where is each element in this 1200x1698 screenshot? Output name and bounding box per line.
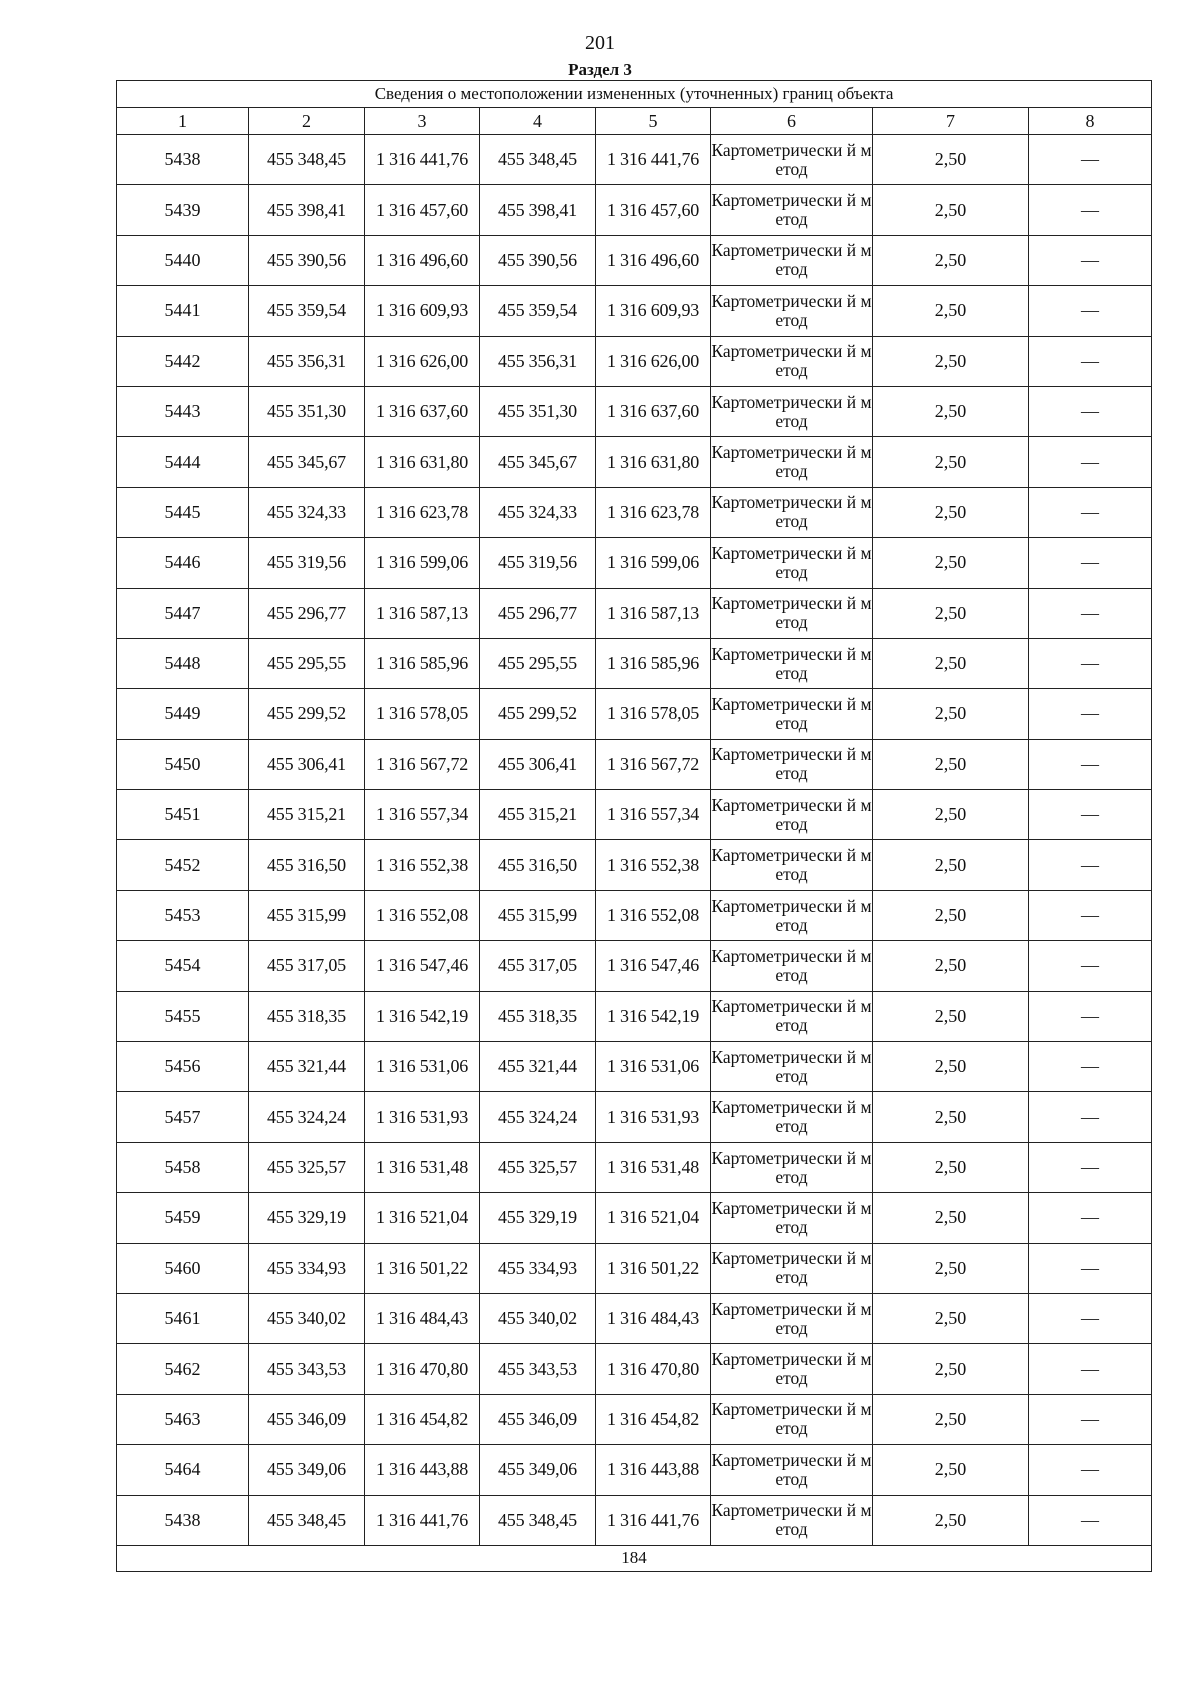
table-row (117, 1243, 1152, 1293)
table-row (117, 235, 1152, 285)
coordinate-cell: 1 316 547,46 (365, 941, 480, 991)
point-number-cell: 5459 (117, 1193, 249, 1243)
coordinate-cell: 1 316 631,80 (365, 437, 480, 487)
point-number-cell: 5463 (117, 1394, 249, 1444)
coordinate-cell: 455 317,05 (249, 941, 365, 991)
accuracy-cell: 2,50 (873, 890, 1029, 940)
coordinate-cell: 455 340,02 (480, 1293, 596, 1343)
method-cell: Картометрически й метод (711, 1042, 873, 1092)
point-number-cell: 5451 (117, 790, 249, 840)
coordinate-cell: 455 345,67 (480, 437, 596, 487)
coordinate-cell: 455 345,67 (249, 437, 365, 487)
accuracy-cell: 2,50 (873, 790, 1029, 840)
coordinate-cell: 455 315,99 (480, 890, 596, 940)
coordinate-cell: 1 316 637,60 (596, 386, 711, 436)
table-row (117, 588, 1152, 638)
coordinate-cell: 1 316 567,72 (365, 739, 480, 789)
column-header: 1 (117, 108, 249, 135)
method-cell: Картометрически й метод (711, 185, 873, 235)
coordinate-cell: 1 316 578,05 (365, 689, 480, 739)
table-row (117, 991, 1152, 1041)
description-cell: — (1029, 1445, 1152, 1495)
coordinate-cell: 455 348,45 (249, 135, 365, 185)
point-number-cell: 5438 (117, 1495, 249, 1545)
description-cell: — (1029, 991, 1152, 1041)
coordinate-cell: 455 356,31 (480, 336, 596, 386)
coordinate-cell: 1 316 531,06 (596, 1042, 711, 1092)
coordinate-cell: 1 316 585,96 (596, 638, 711, 688)
accuracy-cell: 2,50 (873, 386, 1029, 436)
accuracy-cell: 2,50 (873, 941, 1029, 991)
coordinate-cell: 1 316 578,05 (596, 689, 711, 739)
description-cell: — (1029, 1042, 1152, 1092)
coordinate-cell: 455 315,21 (249, 790, 365, 840)
coordinate-cell: 1 316 557,34 (596, 790, 711, 840)
accuracy-cell: 2,50 (873, 739, 1029, 789)
description-cell: — (1029, 638, 1152, 688)
method-cell: Картометрически й метод (711, 1495, 873, 1545)
accuracy-cell: 2,50 (873, 1445, 1029, 1495)
point-number-cell: 5457 (117, 1092, 249, 1142)
coordinate-cell: 1 316 531,93 (596, 1092, 711, 1142)
table-row (117, 1142, 1152, 1192)
coordinate-cell: 1 316 542,19 (596, 991, 711, 1041)
coordinate-cell: 1 316 623,78 (596, 487, 711, 537)
table-row (117, 638, 1152, 688)
accuracy-cell: 2,50 (873, 135, 1029, 185)
table-row (117, 336, 1152, 386)
coordinate-cell: 1 316 521,04 (596, 1193, 711, 1243)
table-row (117, 386, 1152, 436)
coordinate-cell: 455 295,55 (480, 638, 596, 688)
boundary-coordinates-table (116, 80, 1152, 1572)
point-number-cell: 5464 (117, 1445, 249, 1495)
description-cell: — (1029, 386, 1152, 436)
column-header-row (117, 108, 1152, 135)
column-header: 5 (596, 108, 711, 135)
coordinate-cell: 455 321,44 (249, 1042, 365, 1092)
point-number-cell: 5458 (117, 1142, 249, 1192)
coordinate-cell: 455 334,93 (480, 1243, 596, 1293)
coordinate-cell: 1 316 557,34 (365, 790, 480, 840)
coordinate-cell: 455 315,21 (480, 790, 596, 840)
description-cell: — (1029, 1092, 1152, 1142)
column-header: 3 (365, 108, 480, 135)
point-number-cell: 5447 (117, 588, 249, 638)
accuracy-cell: 2,50 (873, 1042, 1029, 1092)
table-row (117, 135, 1152, 185)
description-cell: — (1029, 1193, 1152, 1243)
point-number-cell: 5440 (117, 235, 249, 285)
point-number-cell: 5453 (117, 890, 249, 940)
coordinate-cell: 455 356,31 (249, 336, 365, 386)
coordinate-cell: 455 334,93 (249, 1243, 365, 1293)
coordinate-cell: 1 316 484,43 (596, 1293, 711, 1343)
description-cell: — (1029, 1293, 1152, 1343)
method-cell: Картометрически й метод (711, 689, 873, 739)
method-cell: Картометрически й метод (711, 1092, 873, 1142)
coordinate-cell: 1 316 496,60 (596, 235, 711, 285)
point-number-cell: 5450 (117, 739, 249, 789)
coordinate-cell: 455 296,77 (249, 588, 365, 638)
description-cell: — (1029, 1243, 1152, 1293)
method-cell: Картометрически й метод (711, 386, 873, 436)
accuracy-cell: 2,50 (873, 1394, 1029, 1444)
coordinate-cell: 455 329,19 (249, 1193, 365, 1243)
method-cell: Картометрически й метод (711, 840, 873, 890)
description-cell: — (1029, 135, 1152, 185)
point-number-cell: 5439 (117, 185, 249, 235)
point-number-cell: 5462 (117, 1344, 249, 1394)
coordinate-cell: 455 359,54 (249, 286, 365, 336)
method-cell: Картометрически й метод (711, 991, 873, 1041)
section-title: Раздел 3 (568, 60, 632, 79)
method-cell: Картометрически й метод (711, 235, 873, 285)
table-caption-row (117, 81, 1152, 108)
coordinate-cell: 455 325,57 (249, 1142, 365, 1192)
point-number-cell: 5448 (117, 638, 249, 688)
method-cell: Картометрически й метод (711, 890, 873, 940)
coordinate-cell: 455 346,09 (249, 1394, 365, 1444)
coordinate-cell: 1 316 552,08 (596, 890, 711, 940)
point-number-cell: 5445 (117, 487, 249, 537)
method-cell: Картометрически й метод (711, 135, 873, 185)
method-cell: Картометрически й метод (711, 588, 873, 638)
method-cell: Картометрически й метод (711, 336, 873, 386)
method-cell: Картометрически й метод (711, 1243, 873, 1293)
accuracy-cell: 2,50 (873, 437, 1029, 487)
coordinate-cell: 1 316 441,76 (365, 135, 480, 185)
method-cell: Картометрически й метод (711, 739, 873, 789)
description-cell: — (1029, 538, 1152, 588)
table-row (117, 437, 1152, 487)
accuracy-cell: 2,50 (873, 336, 1029, 386)
coordinate-cell: 455 296,77 (480, 588, 596, 638)
coordinate-cell: 455 351,30 (249, 386, 365, 436)
description-cell: — (1029, 1495, 1152, 1545)
description-cell: — (1029, 689, 1152, 739)
table-row (117, 739, 1152, 789)
coordinate-cell: 1 316 587,13 (596, 588, 711, 638)
coordinate-cell: 455 318,35 (480, 991, 596, 1041)
coordinate-cell: 1 316 441,76 (365, 1495, 480, 1545)
method-cell: Картометрически й метод (711, 487, 873, 537)
method-cell: Картометрически й метод (711, 437, 873, 487)
accuracy-cell: 2,50 (873, 286, 1029, 336)
point-number-cell: 5444 (117, 437, 249, 487)
column-header: 2 (249, 108, 365, 135)
accuracy-cell: 2,50 (873, 1344, 1029, 1394)
table-row (117, 689, 1152, 739)
description-cell: — (1029, 1142, 1152, 1192)
table-row (117, 941, 1152, 991)
table-body (117, 135, 1152, 1546)
description-cell: — (1029, 1394, 1152, 1444)
point-number-cell: 5441 (117, 286, 249, 336)
accuracy-cell: 2,50 (873, 1293, 1029, 1343)
accuracy-cell: 2,50 (873, 235, 1029, 285)
coordinate-cell: 1 316 441,76 (596, 1495, 711, 1545)
coordinate-cell: 1 316 567,72 (596, 739, 711, 789)
method-cell: Картометрически й метод (711, 941, 873, 991)
method-cell: Картометрически й метод (711, 1445, 873, 1495)
coordinate-cell: 455 348,45 (480, 135, 596, 185)
accuracy-cell: 2,50 (873, 588, 1029, 638)
coordinate-cell: 1 316 496,60 (365, 235, 480, 285)
coordinate-cell: 455 390,56 (249, 235, 365, 285)
accuracy-cell: 2,50 (873, 991, 1029, 1041)
coordinate-cell: 1 316 501,22 (596, 1243, 711, 1293)
table-row (117, 1092, 1152, 1142)
coordinate-cell: 1 316 531,48 (596, 1142, 711, 1192)
method-cell: Картометрически й метод (711, 1193, 873, 1243)
accuracy-cell: 2,50 (873, 1495, 1029, 1545)
method-cell: Картометрически й метод (711, 1293, 873, 1343)
table-row (117, 1042, 1152, 1092)
description-cell: — (1029, 336, 1152, 386)
coordinate-cell: 1 316 542,19 (365, 991, 480, 1041)
column-header: 6 (711, 108, 873, 135)
description-cell: — (1029, 1344, 1152, 1394)
coordinate-cell: 1 316 457,60 (596, 185, 711, 235)
coordinate-cell: 1 316 587,13 (365, 588, 480, 638)
description-cell: — (1029, 235, 1152, 285)
accuracy-cell: 2,50 (873, 1193, 1029, 1243)
coordinate-cell: 455 329,19 (480, 1193, 596, 1243)
point-number-cell: 5443 (117, 386, 249, 436)
method-cell: Картометрически й метод (711, 790, 873, 840)
table-row (117, 1495, 1152, 1545)
coordinate-cell: 455 324,33 (249, 487, 365, 537)
coordinate-cell: 1 316 521,04 (365, 1193, 480, 1243)
coordinate-cell: 455 316,50 (480, 840, 596, 890)
column-header: 8 (1029, 108, 1152, 135)
coordinate-cell: 455 398,41 (480, 185, 596, 235)
point-number-cell: 5449 (117, 689, 249, 739)
coordinate-cell: 1 316 637,60 (365, 386, 480, 436)
description-cell: — (1029, 185, 1152, 235)
table-row (117, 1193, 1152, 1243)
description-cell: — (1029, 840, 1152, 890)
coordinate-cell: 455 343,53 (249, 1344, 365, 1394)
point-number-cell: 5452 (117, 840, 249, 890)
method-cell: Картометрически й метод (711, 638, 873, 688)
coordinate-cell: 1 316 547,46 (596, 941, 711, 991)
accuracy-cell: 2,50 (873, 487, 1029, 537)
coordinate-cell: 1 316 470,80 (365, 1344, 480, 1394)
coordinate-cell: 455 324,24 (480, 1092, 596, 1142)
coordinate-cell: 1 316 631,80 (596, 437, 711, 487)
coordinate-cell: 455 349,06 (249, 1445, 365, 1495)
column-header: 7 (873, 108, 1029, 135)
point-number-cell: 5442 (117, 336, 249, 386)
coordinate-cell: 1 316 599,06 (365, 538, 480, 588)
coordinate-cell: 455 348,45 (480, 1495, 596, 1545)
point-number-cell: 5446 (117, 538, 249, 588)
coordinate-cell: 1 316 457,60 (365, 185, 480, 235)
coordinate-cell: 1 316 623,78 (365, 487, 480, 537)
table-row (117, 890, 1152, 940)
accuracy-cell: 2,50 (873, 1092, 1029, 1142)
page-number: 201 (585, 32, 615, 54)
coordinate-cell: 1 316 599,06 (596, 538, 711, 588)
method-cell: Картометрически й метод (711, 538, 873, 588)
coordinate-cell: 455 317,05 (480, 941, 596, 991)
table-row (117, 840, 1152, 890)
table-row (117, 1293, 1152, 1343)
coordinate-cell: 455 318,35 (249, 991, 365, 1041)
table-row (117, 790, 1152, 840)
description-cell: — (1029, 890, 1152, 940)
footer-number: 184 (117, 1545, 1152, 1571)
description-cell: — (1029, 286, 1152, 336)
coordinate-cell: 455 306,41 (480, 739, 596, 789)
point-number-cell: 5461 (117, 1293, 249, 1343)
point-number-cell: 5438 (117, 135, 249, 185)
point-number-cell: 5456 (117, 1042, 249, 1092)
coordinate-cell: 455 299,52 (480, 689, 596, 739)
description-cell: — (1029, 437, 1152, 487)
accuracy-cell: 2,50 (873, 1243, 1029, 1293)
table-row (117, 1344, 1152, 1394)
accuracy-cell: 2,50 (873, 538, 1029, 588)
accuracy-cell: 2,50 (873, 185, 1029, 235)
coordinate-cell: 455 324,24 (249, 1092, 365, 1142)
coordinate-cell: 455 319,56 (249, 538, 365, 588)
coordinate-cell: 455 316,50 (249, 840, 365, 890)
coordinate-cell: 455 398,41 (249, 185, 365, 235)
point-number-cell: 5455 (117, 991, 249, 1041)
table-row (117, 286, 1152, 336)
coordinate-cell: 455 325,57 (480, 1142, 596, 1192)
coordinate-cell: 455 295,55 (249, 638, 365, 688)
coordinate-cell: 1 316 443,88 (365, 1445, 480, 1495)
description-cell: — (1029, 941, 1152, 991)
table-row (117, 185, 1152, 235)
coordinate-cell: 455 299,52 (249, 689, 365, 739)
method-cell: Картометрически й метод (711, 1344, 873, 1394)
coordinate-cell: 1 316 609,93 (596, 286, 711, 336)
coordinate-cell: 455 306,41 (249, 739, 365, 789)
coordinate-cell: 455 321,44 (480, 1042, 596, 1092)
coordinate-cell: 1 316 609,93 (365, 286, 480, 336)
description-cell: — (1029, 739, 1152, 789)
coordinate-cell: 455 343,53 (480, 1344, 596, 1394)
coordinate-cell: 455 315,99 (249, 890, 365, 940)
accuracy-cell: 2,50 (873, 689, 1029, 739)
point-number-cell: 5460 (117, 1243, 249, 1293)
coordinate-cell: 1 316 552,38 (365, 840, 480, 890)
coordinate-cell: 455 324,33 (480, 487, 596, 537)
coordinate-cell: 1 316 441,76 (596, 135, 711, 185)
accuracy-cell: 2,50 (873, 840, 1029, 890)
point-number-cell: 5454 (117, 941, 249, 991)
coordinate-cell: 1 316 585,96 (365, 638, 480, 688)
table-row (117, 487, 1152, 537)
coordinate-cell: 1 316 501,22 (365, 1243, 480, 1293)
coordinate-cell: 1 316 531,93 (365, 1092, 480, 1142)
table-caption: Сведения о местоположении измененных (уточненных) границ объекта (117, 81, 1152, 108)
table-row (117, 1394, 1152, 1444)
coordinate-cell: 1 316 552,38 (596, 840, 711, 890)
coordinate-cell: 455 359,54 (480, 286, 596, 336)
coordinate-cell: 1 316 552,08 (365, 890, 480, 940)
coordinate-cell: 1 316 531,06 (365, 1042, 480, 1092)
accuracy-cell: 2,50 (873, 638, 1029, 688)
method-cell: Картометрически й метод (711, 1394, 873, 1444)
description-cell: — (1029, 588, 1152, 638)
coordinate-cell: 1 316 626,00 (596, 336, 711, 386)
column-header: 4 (480, 108, 596, 135)
accuracy-cell: 2,50 (873, 1142, 1029, 1192)
coordinate-cell: 455 319,56 (480, 538, 596, 588)
coordinate-cell: 455 346,09 (480, 1394, 596, 1444)
coordinate-cell: 455 390,56 (480, 235, 596, 285)
coordinate-cell: 1 316 443,88 (596, 1445, 711, 1495)
coordinate-cell: 455 348,45 (249, 1495, 365, 1545)
coordinate-cell: 1 316 531,48 (365, 1142, 480, 1192)
description-cell: — (1029, 487, 1152, 537)
coordinate-cell: 455 351,30 (480, 386, 596, 436)
table-row (117, 538, 1152, 588)
coordinate-cell: 455 340,02 (249, 1293, 365, 1343)
coordinate-cell: 1 316 454,82 (596, 1394, 711, 1444)
coordinate-cell: 1 316 484,43 (365, 1293, 480, 1343)
method-cell: Картометрически й метод (711, 286, 873, 336)
coordinate-cell: 1 316 454,82 (365, 1394, 480, 1444)
coordinate-cell: 1 316 626,00 (365, 336, 480, 386)
coordinate-cell: 1 316 470,80 (596, 1344, 711, 1394)
coordinate-cell: 455 349,06 (480, 1445, 596, 1495)
method-cell: Картометрически й метод (711, 1142, 873, 1192)
description-cell: — (1029, 790, 1152, 840)
table-footer-row (117, 1545, 1152, 1571)
table-row (117, 1445, 1152, 1495)
